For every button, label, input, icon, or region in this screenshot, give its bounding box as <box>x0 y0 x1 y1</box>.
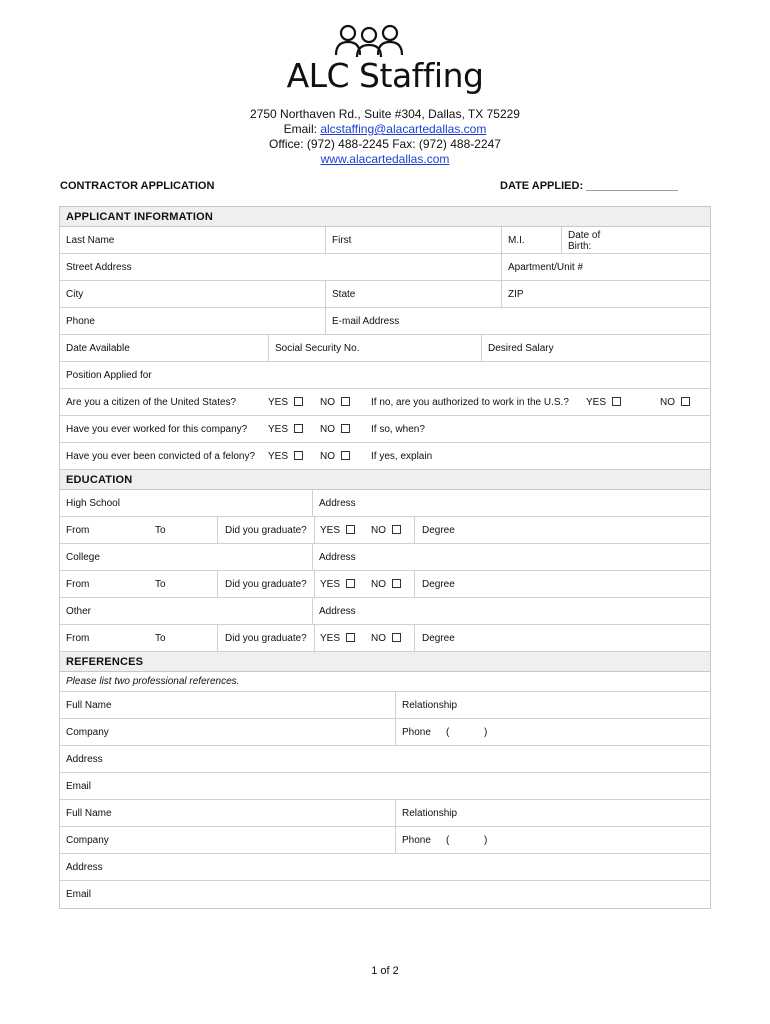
checkbox[interactable] <box>612 397 621 406</box>
email-label: Email <box>66 889 92 900</box>
college-field[interactable] <box>60 544 313 570</box>
felony-yes-option[interactable] <box>268 451 303 462</box>
worked-no-option[interactable] <box>320 424 350 435</box>
no-label: NO <box>371 579 386 590</box>
zip-field[interactable] <box>502 281 710 307</box>
company-logo-text: ALC Staffing <box>286 56 484 95</box>
apt-label: Apartment/Unit # <box>508 262 584 273</box>
relationship-label: Relationship <box>402 808 458 819</box>
felony-explain-field[interactable]: If yes, explain <box>371 451 433 462</box>
ssn-field[interactable] <box>269 335 482 361</box>
education-heading: EDUCATION <box>60 470 710 490</box>
ref2-email-row <box>60 881 710 908</box>
relationship-label: Relationship <box>402 700 458 711</box>
email-field[interactable] <box>326 308 710 334</box>
email-field-label: E-mail Address <box>332 316 400 327</box>
date-applied-field[interactable]: DATE APPLIED: _______________ <box>500 180 678 192</box>
to-field[interactable]: To <box>155 525 166 536</box>
application-form <box>59 206 711 909</box>
other-school-field[interactable] <box>60 598 313 624</box>
from-field[interactable]: From <box>66 579 90 590</box>
company-phone-fax: Office: (972) 488-2245 Fax: (972) 488-2247 <box>269 137 501 151</box>
from-to-divider <box>60 571 218 597</box>
address-label: Address <box>66 754 103 765</box>
graduate-question: Did you graduate? <box>225 579 307 590</box>
ref1-email-row <box>60 773 710 800</box>
college-label: College <box>66 552 100 563</box>
form-title: CONTRACTOR APPLICATION <box>60 180 215 192</box>
street-address-field[interactable] <box>60 254 502 280</box>
felony-question: Have you ever been convicted of a felony? <box>66 451 256 462</box>
high-school-label: High School <box>66 498 120 509</box>
availability-row <box>60 335 710 362</box>
applicant-info-heading: APPLICANT INFORMATION <box>60 207 710 227</box>
phone-label: Phone <box>402 835 431 846</box>
citizen-yes-option[interactable] <box>268 397 303 408</box>
authorized-yes-option[interactable] <box>586 397 621 408</box>
authorized-question: If no, are you authorized to work in the U.S.? <box>371 397 569 408</box>
state-label: State <box>332 289 356 300</box>
no-label: NO <box>371 525 386 536</box>
yes-label: YES <box>586 397 607 408</box>
company-label: Company <box>66 835 109 846</box>
city-label: City <box>66 289 84 300</box>
phone-label: Phone <box>66 316 95 327</box>
checkbox[interactable] <box>294 424 303 433</box>
contact-row <box>60 308 710 335</box>
first-name-field[interactable] <box>326 227 502 253</box>
email-label: Email <box>66 781 92 792</box>
ref1-company-field[interactable] <box>60 719 396 745</box>
high-school-dates-row <box>60 517 710 544</box>
authorized-no-option[interactable] <box>660 397 690 408</box>
degree-field[interactable]: Degree <box>422 579 455 590</box>
mi-label: M.I. <box>508 235 525 246</box>
apt-field[interactable] <box>502 254 710 280</box>
no-label: NO <box>320 451 335 462</box>
ref1-relationship-field[interactable] <box>396 692 710 718</box>
ref1-company-row <box>60 719 710 746</box>
no-label: NO <box>320 424 335 435</box>
yes-label: YES <box>268 451 289 462</box>
ref2-name-row <box>60 800 710 827</box>
paren-close: ) <box>484 835 488 846</box>
citizen-question: Are you a citizen of the United States? <box>66 397 237 408</box>
dob-field[interactable] <box>562 227 710 253</box>
references-heading: REFERENCES <box>60 652 710 672</box>
ref2-email-field[interactable] <box>60 881 710 908</box>
ref2-phone-field[interactable] <box>396 827 710 853</box>
felony-row <box>60 443 710 470</box>
other-address-field[interactable] <box>313 598 710 624</box>
worked-row <box>60 416 710 443</box>
last-name-label: Last Name <box>66 235 115 246</box>
college-dates-row <box>60 571 710 598</box>
citizen-no-option[interactable] <box>320 397 350 408</box>
date-available-label: Date Available <box>66 343 130 354</box>
website-link[interactable]: www.alacartedallas.com <box>320 152 450 166</box>
yes-no-divider <box>315 625 415 651</box>
street-row <box>60 254 710 281</box>
citizen-row <box>60 389 710 416</box>
address-label: Address <box>66 862 103 873</box>
to-field[interactable]: To <box>155 579 166 590</box>
phone-label: Phone <box>402 727 431 738</box>
full-name-label: Full Name <box>66 808 112 819</box>
address-label: Address <box>319 606 356 617</box>
worked-yes-option[interactable] <box>268 424 303 435</box>
ref2-company-field[interactable] <box>60 827 396 853</box>
high-school-row <box>60 490 710 517</box>
ref2-address-field[interactable] <box>60 854 710 880</box>
yes-no-divider <box>315 517 415 543</box>
from-field[interactable]: From <box>66 633 90 644</box>
yes-label: YES <box>320 525 341 536</box>
checkbox[interactable] <box>681 397 690 406</box>
phone-field[interactable] <box>60 308 326 334</box>
ssn-label: Social Security No. <box>275 343 360 354</box>
other-row <box>60 598 710 625</box>
no-label: NO <box>660 397 675 408</box>
other-label: Other <box>66 606 92 617</box>
email-link[interactable]: alcstaffing@alacartedallas.com <box>320 122 487 136</box>
degree-field[interactable]: Degree <box>422 525 455 536</box>
desired-salary-field[interactable] <box>482 335 710 361</box>
date-available-field[interactable] <box>60 335 269 361</box>
ref1-name-row <box>60 692 710 719</box>
no-label: NO <box>320 397 335 408</box>
address-label: Address <box>319 552 356 563</box>
ref2-relationship-field[interactable] <box>396 800 710 826</box>
paren-open: ( <box>446 835 450 846</box>
company-email-line <box>0 122 770 136</box>
position-field[interactable] <box>60 362 710 388</box>
ref1-email-field[interactable] <box>60 773 710 799</box>
no-label: NO <box>371 633 386 644</box>
first-name-label: First <box>332 235 352 246</box>
company-address: 2750 Northaven Rd., Suite #304, Dallas, TX 75229 <box>250 107 520 121</box>
city-row <box>60 281 710 308</box>
position-row <box>60 362 710 389</box>
college-address-field[interactable] <box>313 544 710 570</box>
checkbox[interactable] <box>341 397 350 406</box>
checkbox[interactable] <box>341 424 350 433</box>
ref1-phone-field[interactable] <box>396 719 710 745</box>
dob-label: Date of Birth: <box>568 230 601 252</box>
company-label: Company <box>66 727 109 738</box>
mi-field[interactable] <box>502 227 562 253</box>
from-field[interactable]: From <box>66 525 90 536</box>
graduate-divider <box>218 571 315 597</box>
city-field[interactable] <box>60 281 326 307</box>
ref2-company-row <box>60 827 710 854</box>
degree-field[interactable]: Degree <box>422 633 455 644</box>
last-name-field[interactable] <box>60 227 326 253</box>
graduate-divider <box>218 517 315 543</box>
ref1-full-name-field[interactable] <box>60 692 396 718</box>
yes-label: YES <box>268 397 289 408</box>
page-number: 1 of 2 <box>371 965 399 977</box>
yes-label: YES <box>320 579 341 590</box>
ref1-address-field[interactable] <box>60 746 710 772</box>
references-note: Please list two professional references. <box>66 676 240 687</box>
salary-label: Desired Salary <box>488 343 554 354</box>
company-website-line <box>0 152 770 166</box>
address-label: Address <box>319 498 356 509</box>
zip-label: ZIP <box>508 289 524 300</box>
state-field[interactable] <box>326 281 502 307</box>
from-to-divider <box>60 625 218 651</box>
full-name-label: Full Name <box>66 700 112 711</box>
high-school-address-field[interactable] <box>313 490 710 516</box>
worked-when-field[interactable]: If so, when? <box>371 424 425 435</box>
felony-no-option[interactable] <box>320 451 350 462</box>
email-label: Email: <box>283 122 317 136</box>
position-label: Position Applied for <box>66 370 152 381</box>
paren-close: ) <box>484 727 488 738</box>
checkbox[interactable] <box>294 397 303 406</box>
high-school-field[interactable] <box>60 490 313 516</box>
graduate-question: Did you graduate? <box>225 633 307 644</box>
yes-no-divider <box>315 571 415 597</box>
checkbox[interactable] <box>294 451 303 460</box>
ref1-address-row <box>60 746 710 773</box>
yes-label: YES <box>320 633 341 644</box>
checkbox[interactable] <box>341 451 350 460</box>
from-to-divider <box>60 517 218 543</box>
street-label: Street Address <box>66 262 132 273</box>
ref2-address-row <box>60 854 710 881</box>
graduate-divider <box>218 625 315 651</box>
people-logo-icon <box>333 23 405 59</box>
to-field[interactable]: To <box>155 633 166 644</box>
ref2-full-name-field[interactable] <box>60 800 396 826</box>
yes-label: YES <box>268 424 289 435</box>
worked-question: Have you ever worked for this company? <box>66 424 248 435</box>
graduate-question: Did you graduate? <box>225 525 307 536</box>
paren-open: ( <box>446 727 450 738</box>
college-row <box>60 544 710 571</box>
other-dates-row <box>60 625 710 652</box>
name-row <box>60 227 710 254</box>
references-note-row <box>60 672 710 692</box>
